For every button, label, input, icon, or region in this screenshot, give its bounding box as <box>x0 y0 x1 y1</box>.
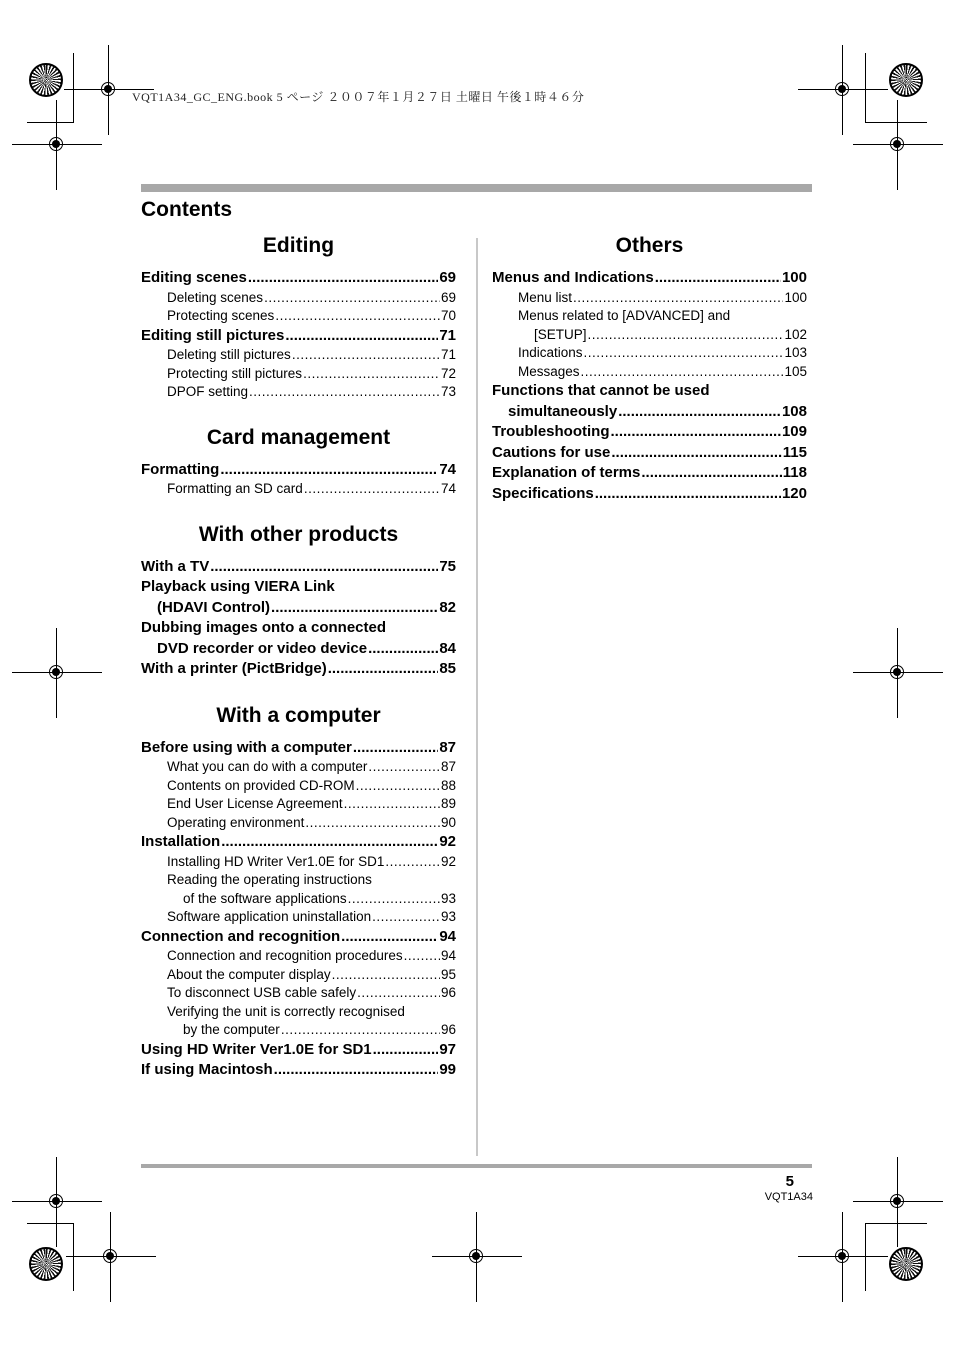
toc-entry[interactable] <box>492 402 807 423</box>
toc-entry[interactable] <box>141 639 456 660</box>
toc-entry-title: Installing HD Writer Ver1.0E for SD1 <box>167 853 385 869</box>
toc-entry[interactable] <box>141 853 456 872</box>
toc-entry[interactable] <box>492 268 807 289</box>
toc-entry[interactable] <box>141 908 456 927</box>
toc-entry[interactable] <box>141 947 456 966</box>
toc-entry-page: 92 <box>439 833 456 850</box>
dot-leader <box>341 927 438 948</box>
toc-entry-page: 69 <box>440 289 456 305</box>
section-heading: Others <box>615 234 684 257</box>
toc-list <box>492 268 807 504</box>
dot-leader <box>281 1021 440 1040</box>
dot-leader <box>373 1040 439 1061</box>
toc-entry[interactable] <box>492 363 807 382</box>
toc-entry[interactable] <box>141 1003 456 1022</box>
registration-target-bottom-left <box>29 1247 63 1281</box>
dot-leader <box>581 363 784 382</box>
toc-entry-title: Reading the operating instructions <box>167 872 372 887</box>
right-column <box>492 232 807 504</box>
section-gap <box>141 499 456 521</box>
toc-entry-title: Connection and recognition procedures <box>167 948 403 963</box>
dot-leader <box>404 947 440 966</box>
crosshair-mark <box>853 628 943 718</box>
toc-entry-title: Software application uninstallation <box>167 909 372 924</box>
toc-entry-page: 75 <box>439 557 456 575</box>
toc-entry-page: 84 <box>439 639 456 657</box>
toc-entry-title: Formatting an SD card <box>167 481 303 496</box>
toc-entry-page: 93 <box>440 890 456 906</box>
toc-entry-title: Using HD Writer Ver1.0E for SD1 <box>141 1040 372 1058</box>
toc-entry-title: Playback using VIERA Link <box>141 578 335 595</box>
toc-entry-page: 92 <box>440 853 456 869</box>
toc-entry-title: What you can do with a computer <box>167 759 368 774</box>
section-heading: Editing <box>262 234 335 257</box>
dot-leader <box>264 289 440 308</box>
toc-entry-page: 94 <box>439 927 456 945</box>
toc-entry[interactable] <box>492 307 807 326</box>
section-gap <box>141 680 456 702</box>
toc-entry-title: With a printer (PictBridge) <box>141 660 327 677</box>
toc-entry[interactable] <box>141 383 456 402</box>
dot-leader <box>353 738 438 759</box>
crosshair-mark <box>12 628 102 718</box>
toc-entry-page: 73 <box>440 384 456 399</box>
toc-entry-title: Protecting scenes <box>167 308 275 323</box>
crosshair-mark <box>66 1212 156 1302</box>
toc-entry[interactable] <box>141 557 456 578</box>
toc-entry-title: If using Macintosh <box>141 1061 273 1078</box>
toc-entry[interactable] <box>141 777 456 796</box>
toc-entry[interactable] <box>141 289 456 308</box>
crop-line <box>865 1223 927 1224</box>
page-title: Contents <box>141 198 232 221</box>
toc-entry[interactable] <box>492 443 807 464</box>
toc-entry-title: With a TV <box>141 557 210 575</box>
toc-entry-page: 109 <box>781 423 807 440</box>
toc-entry-title: Installation <box>141 833 221 850</box>
toc-entry[interactable] <box>141 1040 456 1061</box>
dot-leader <box>618 402 781 423</box>
page-number: 5 <box>785 1173 794 1190</box>
toc-entry-page: 99 <box>439 1061 456 1078</box>
dot-leader <box>368 639 438 660</box>
crop-line <box>865 122 927 123</box>
registration-target-bottom-right <box>889 1247 923 1281</box>
dot-leader <box>248 268 438 289</box>
dot-leader <box>221 832 438 853</box>
dot-leader <box>348 890 440 909</box>
dot-leader <box>328 659 439 680</box>
dot-leader <box>573 289 783 308</box>
toc-entry-page: 90 <box>440 814 456 830</box>
toc-entry[interactable] <box>141 307 456 326</box>
toc-entry[interactable] <box>141 871 456 890</box>
dot-leader <box>584 344 784 363</box>
dot-leader <box>220 460 438 481</box>
dot-leader <box>357 984 440 1003</box>
toc-entry-title: Before using with a computer <box>141 738 352 756</box>
document-code: VQT1A34 <box>764 1191 813 1203</box>
toc-entry-title: Functions that cannot be used <box>492 382 710 399</box>
dot-leader <box>305 814 440 833</box>
toc-entry[interactable] <box>141 577 456 598</box>
toc-entry-title: Indications <box>518 345 583 360</box>
toc-list <box>141 557 456 680</box>
dot-leader <box>611 422 781 443</box>
section-heading: Card management <box>206 425 391 449</box>
crop-line <box>865 1223 866 1291</box>
crop-line <box>73 53 74 123</box>
toc-entry-title: Troubleshooting <box>492 423 610 440</box>
toc-entry-page: 102 <box>784 326 807 342</box>
dot-leader <box>368 758 440 777</box>
toc-entry-page: 93 <box>440 909 456 924</box>
toc-entry-title: About the computer display <box>167 966 331 982</box>
toc-entry[interactable] <box>492 422 807 443</box>
dot-leader <box>588 326 784 345</box>
toc-entry-title: Dubbing images onto a connected <box>141 619 387 636</box>
toc-entry-title: (HDAVI Control) <box>157 598 271 616</box>
toc-entry-title: of the software applications <box>183 890 347 906</box>
toc-entry-page: 94 <box>440 948 456 963</box>
column-divider <box>476 238 478 1156</box>
toc-entry[interactable] <box>141 659 456 680</box>
toc-entry-page: 87 <box>440 759 456 774</box>
toc-entry-title: Explanation of terms <box>492 464 641 481</box>
toc-entry-title: Menus related to [ADVANCED] and <box>518 308 731 323</box>
toc-entry-page: 74 <box>439 460 456 478</box>
toc-entry-page: 82 <box>439 598 456 616</box>
toc-entry-page: 100 <box>781 269 807 286</box>
toc-entry[interactable] <box>141 758 456 777</box>
toc-entry-page: 115 <box>782 443 807 461</box>
dot-leader <box>210 557 438 578</box>
toc-entry[interactable] <box>141 365 456 384</box>
crosshair-mark <box>798 1212 888 1302</box>
toc-entry[interactable] <box>492 381 807 402</box>
crop-line <box>27 1223 74 1224</box>
crop-line <box>865 53 866 123</box>
dot-leader <box>275 307 440 326</box>
toc-list <box>141 738 456 1081</box>
toc-entry-title: Menu list <box>518 289 573 305</box>
bottom-rule <box>141 1164 812 1168</box>
toc-entry-title: DPOF setting <box>167 384 249 399</box>
dot-leader <box>356 777 440 796</box>
toc-entry[interactable] <box>141 814 456 833</box>
toc-entry-title: Deleting still pictures <box>167 347 291 362</box>
toc-entry-page: 74 <box>440 481 456 496</box>
toc-entry-title: Operating environment <box>167 814 305 830</box>
toc-entry-page: 96 <box>440 1022 456 1037</box>
crop-line <box>73 1223 74 1291</box>
toc-entry-page: 105 <box>784 363 807 379</box>
registration-target-top-left <box>29 63 63 97</box>
dot-leader <box>641 463 781 484</box>
toc-entry-title: simultaneously <box>508 402 618 420</box>
toc-entry-title: Cautions for use <box>492 443 611 461</box>
dot-leader <box>332 966 440 985</box>
dot-leader <box>611 443 781 464</box>
dot-leader <box>271 598 438 619</box>
toc-entry-page: 97 <box>439 1040 456 1058</box>
dot-leader <box>595 484 781 505</box>
toc-entry[interactable] <box>141 1021 456 1040</box>
toc-entry-title: Menus and Indications <box>492 269 654 286</box>
toc-list <box>141 268 456 402</box>
toc-entry[interactable] <box>492 463 807 484</box>
top-rule <box>141 184 812 192</box>
toc-entry[interactable] <box>141 326 456 347</box>
toc-entry-title: Connection and recognition <box>141 927 341 945</box>
dot-leader <box>304 480 440 499</box>
registration-target-top-right <box>889 63 923 97</box>
toc-entry[interactable] <box>141 795 456 814</box>
toc-entry-title: Messages <box>518 363 580 379</box>
toc-entry-page: 103 <box>784 345 807 360</box>
dot-leader <box>385 853 440 872</box>
toc-entry[interactable] <box>492 326 807 345</box>
toc-entry-page: 95 <box>440 966 456 982</box>
section-heading: With other products <box>198 522 399 546</box>
dot-leader <box>655 268 781 289</box>
toc-entry-page: 70 <box>440 308 456 323</box>
toc-entry[interactable] <box>492 344 807 363</box>
crop-line <box>27 122 74 123</box>
toc-entry-page: 87 <box>439 738 456 756</box>
dot-leader <box>303 365 440 384</box>
toc-entry-page: 72 <box>440 365 456 381</box>
toc-entry-title: To disconnect USB cable safely <box>167 985 357 1000</box>
toc-entry-page: 69 <box>439 269 456 286</box>
toc-entry[interactable] <box>141 1060 456 1081</box>
toc-entry-title: Contents on provided CD-ROM <box>167 777 355 793</box>
toc-entry[interactable] <box>141 480 456 499</box>
toc-entry-title: Deleting scenes <box>167 289 264 305</box>
toc-entry-page: 71 <box>439 326 456 344</box>
toc-entry-title: Verifying the unit is correctly recognised <box>167 1003 405 1019</box>
print-header: VQT1A34_GC_ENG.book 5 ページ ２００７年１月２７日 土曜日 午後１時４６分 <box>132 90 585 104</box>
toc-entry-title: Editing scenes <box>141 269 247 286</box>
toc-entry[interactable] <box>492 484 807 505</box>
toc-entry-page: 89 <box>440 796 456 811</box>
crosshair-mark <box>432 1212 522 1302</box>
toc-entry[interactable] <box>141 966 456 985</box>
left-column <box>141 232 456 1081</box>
toc-entry-title: by the computer <box>183 1022 280 1037</box>
toc-entry-page: 96 <box>440 985 456 1000</box>
toc-entry[interactable] <box>141 890 456 909</box>
toc-entry[interactable] <box>492 289 807 308</box>
crosshair-mark <box>12 100 102 190</box>
dot-leader <box>344 795 440 814</box>
toc-entry[interactable] <box>141 927 456 948</box>
toc-entry[interactable] <box>141 738 456 759</box>
toc-entry-title: Specifications <box>492 484 594 502</box>
toc-entry[interactable] <box>141 268 456 289</box>
toc-entry[interactable] <box>141 460 456 481</box>
toc-entry-page: 118 <box>782 464 807 481</box>
toc-entry-title: DVD recorder or video device <box>157 639 368 657</box>
toc-entry-page: 71 <box>440 347 456 362</box>
toc-list <box>141 460 456 499</box>
dot-leader <box>372 908 440 927</box>
toc-entry-page: 88 <box>440 777 456 793</box>
toc-entry[interactable] <box>141 984 456 1003</box>
toc-entry-title: End User License Agreement <box>167 796 343 811</box>
dot-leader <box>292 346 440 365</box>
toc-entry-page: 85 <box>439 660 456 677</box>
toc-entry-title: Protecting still pictures <box>167 365 303 381</box>
toc-entry-title: Editing still pictures <box>141 326 285 344</box>
toc-entry-title: Formatting <box>141 460 220 478</box>
toc-entry-title: [SETUP] <box>534 326 587 342</box>
toc-entry[interactable] <box>141 618 456 639</box>
toc-entry-page: 100 <box>784 289 807 305</box>
dot-leader <box>249 383 440 402</box>
dot-leader <box>274 1060 439 1081</box>
section-gap <box>141 402 456 424</box>
section-heading: With a computer <box>216 703 381 727</box>
toc-entry-page: 108 <box>781 402 807 420</box>
crosshair-mark <box>853 100 943 190</box>
dot-leader <box>285 326 438 347</box>
toc-entry[interactable] <box>141 598 456 619</box>
toc-entry[interactable] <box>141 346 456 365</box>
toc-entry[interactable] <box>141 832 456 853</box>
toc-entry-page: 120 <box>781 484 807 502</box>
